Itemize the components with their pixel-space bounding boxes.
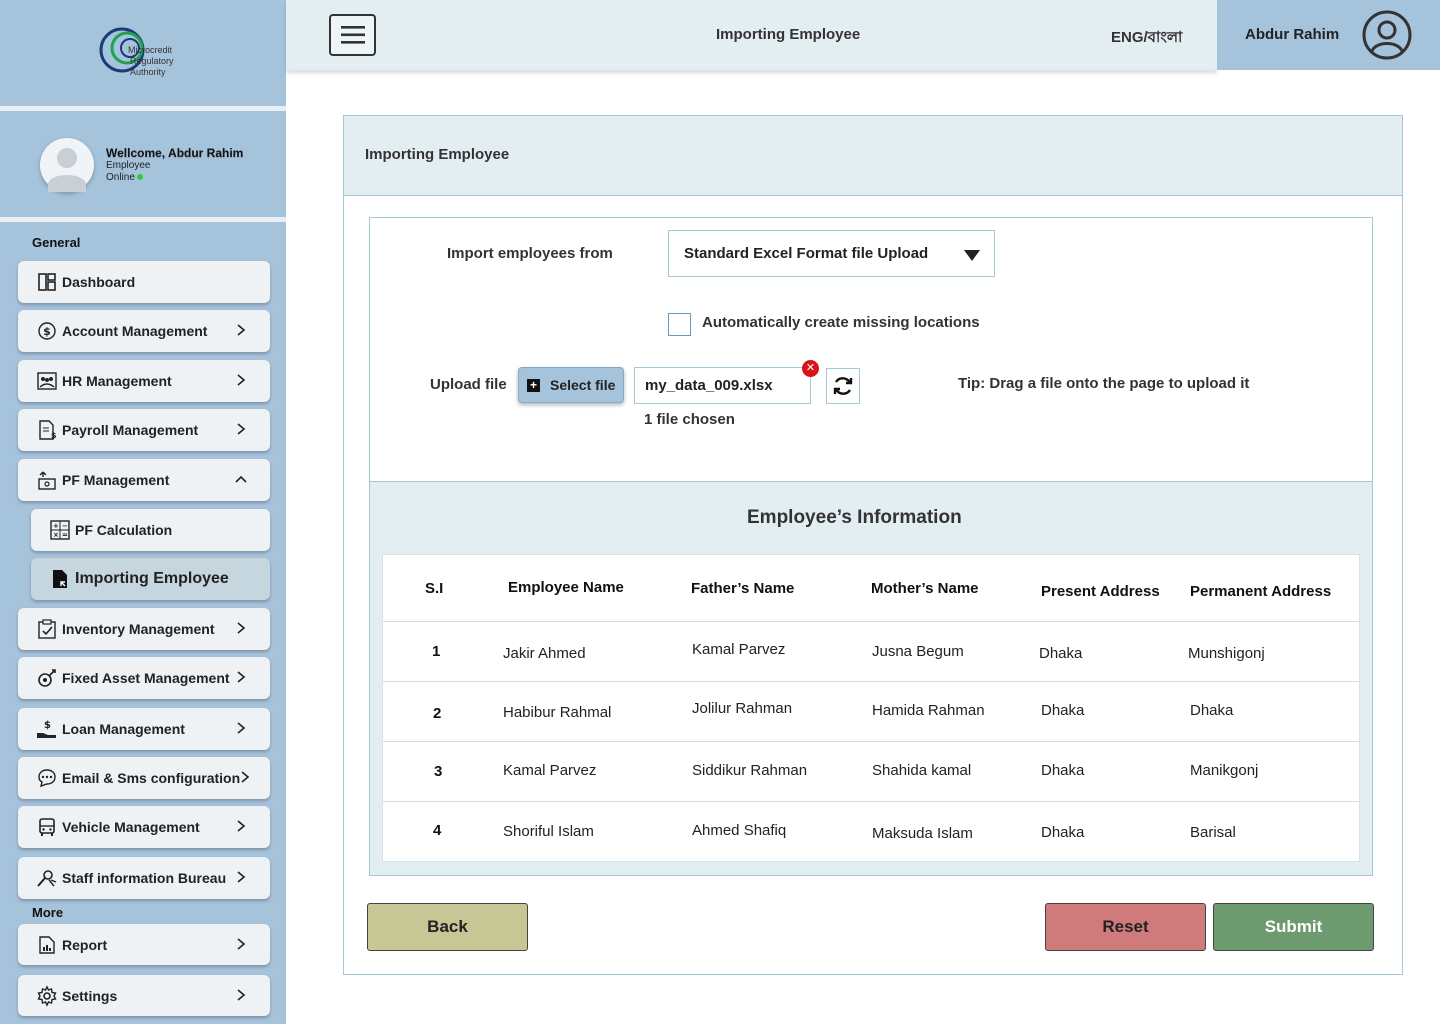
section-general: General xyxy=(32,235,81,250)
table-cell-father-name: Kamal Parvez xyxy=(692,641,786,658)
table-cell-permanent-address: Munshigonj xyxy=(1188,645,1265,662)
sidebar-item-staff-information-bureau[interactable] xyxy=(18,857,270,899)
payroll-document-icon xyxy=(36,419,58,441)
sidebar-item-email-sms-configuration[interactable] xyxy=(18,757,270,799)
close-icon[interactable]: ✕ xyxy=(802,360,819,377)
logo-line-2: Regulatory xyxy=(130,56,174,66)
svg-text:+: + xyxy=(53,522,59,530)
sidebar-item-dashboard[interactable] xyxy=(18,261,270,303)
table-cell-permanent-address: Manikgonj xyxy=(1190,762,1259,779)
table-cell-employee-name: Jakir Ahmed xyxy=(503,645,586,662)
table-cell-si: 4 xyxy=(433,822,442,839)
logo-text xyxy=(128,45,174,78)
table-cell-employee-name: Habibur Rahmal xyxy=(503,704,612,721)
svg-text:−: − xyxy=(62,522,68,530)
online-status xyxy=(106,172,143,183)
table-cell-mother-name: Shahida kamal xyxy=(872,762,972,779)
sidebar-item-pf-management[interactable] xyxy=(18,459,270,501)
calculator-icon xyxy=(49,519,71,541)
chevron-right-icon xyxy=(234,323,248,337)
pf-transfer-icon xyxy=(36,469,58,491)
chevron-right-icon xyxy=(234,988,248,1002)
loan-hand-icon xyxy=(36,718,58,740)
import-source-select[interactable] xyxy=(668,230,995,277)
bus-icon xyxy=(36,816,58,838)
sidebar-item-vehicle-management[interactable] xyxy=(18,806,270,848)
plus-icon: + xyxy=(527,379,540,392)
table-cell-si: 2 xyxy=(433,705,442,722)
table-cell-present-address: Dhaka xyxy=(1039,645,1083,662)
chevron-right-icon xyxy=(234,721,248,735)
sidebar-item-label: Loan Management xyxy=(62,721,185,737)
sidebar-divider xyxy=(0,217,286,222)
sidebar-item-inventory-management[interactable] xyxy=(18,608,270,650)
row-divider xyxy=(383,741,1359,742)
submit-button[interactable]: Submit xyxy=(1213,903,1374,951)
select-file-button[interactable] xyxy=(518,367,624,403)
sidebar-item-label: PF Calculation xyxy=(75,522,173,538)
table-cell-father-name: Jolilur Rahman xyxy=(692,700,793,717)
clipboard-check-icon xyxy=(36,618,58,640)
files-chosen-text: 1 file chosen xyxy=(644,411,735,428)
refresh-button[interactable] xyxy=(826,368,860,404)
sidebar-item-label: Email & Sms configuration xyxy=(62,770,241,786)
logo-area xyxy=(0,0,286,106)
table-cell-employee-name: Kamal Parvez xyxy=(503,762,597,779)
table-cell-mother-name: Jusna Begum xyxy=(872,643,964,660)
sidebar-item-hr-management[interactable] xyxy=(18,360,270,402)
employee-info-title: Employee’s Information xyxy=(747,507,962,528)
back-button[interactable]: Back xyxy=(367,903,528,951)
sidebar-item-label: Importing Employee xyxy=(75,570,229,587)
svg-text:$: $ xyxy=(43,325,51,338)
chevron-right-icon xyxy=(234,870,248,884)
table-cell-father-name: Siddikur Rahman xyxy=(692,762,808,779)
chevron-up-icon xyxy=(234,472,248,486)
sidebar-item-account-management[interactable] xyxy=(18,310,270,352)
staff-search-icon xyxy=(36,867,58,889)
sidebar-item-settings[interactable] xyxy=(18,975,270,1016)
table-cell-employee-name: Shoriful Islam xyxy=(503,823,594,840)
column-header-mother-name: Mother’s Name xyxy=(871,580,979,597)
gear-icon xyxy=(36,985,58,1007)
svg-text:×: × xyxy=(53,531,59,539)
chevron-right-icon xyxy=(238,770,252,784)
sidebar-item-label: Settings xyxy=(62,987,118,1004)
column-header-permanent-address: Permanent Address xyxy=(1190,583,1332,600)
table-cell-permanent-address: Dhaka xyxy=(1190,702,1234,719)
page-title: Importing Employee xyxy=(716,26,861,43)
table-cell-permanent-address: Barisal xyxy=(1190,824,1236,841)
asset-tag-icon xyxy=(36,667,58,689)
avatar xyxy=(40,138,94,192)
sidebar-item-label: Account Management xyxy=(62,323,208,339)
chevron-right-icon xyxy=(234,373,248,387)
sidebar-item-label: Inventory Management xyxy=(62,621,215,637)
table-cell-present-address: Dhaka xyxy=(1041,824,1085,841)
sidebar-item-report[interactable] xyxy=(18,924,270,965)
reset-button[interactable]: Reset xyxy=(1045,903,1206,951)
team-icon xyxy=(36,370,58,392)
column-header-employee-name: Employee Name xyxy=(508,579,624,596)
column-header-father-name: Father’s Name xyxy=(691,580,795,597)
row-divider xyxy=(383,801,1359,802)
panel-title: Importing Employee xyxy=(365,146,510,163)
hamburger-icon xyxy=(340,24,366,46)
import-from-label: Import employees from xyxy=(447,245,613,262)
sidebar-item-label: Staff information Bureau xyxy=(62,870,227,886)
logo-line-3: Authority xyxy=(130,67,166,77)
select-file-label: Select file xyxy=(550,377,616,393)
upload-file-label: Upload file xyxy=(430,376,507,393)
table-cell-present-address: Dhaka xyxy=(1041,762,1085,779)
svg-text:$: $ xyxy=(51,431,57,440)
chevron-right-icon xyxy=(234,670,248,684)
sidebar-item-label: HR Management xyxy=(62,373,172,389)
file-name-field xyxy=(634,367,811,404)
dashboard-icon xyxy=(36,271,58,293)
row-divider xyxy=(383,621,1359,622)
sidebar-item-label: PF Management xyxy=(62,472,170,488)
menu-button[interactable] xyxy=(329,14,376,56)
chat-bubble-icon xyxy=(36,767,58,789)
chevron-right-icon xyxy=(234,621,248,635)
import-file-icon xyxy=(49,568,71,590)
logo-line-1: Microcredit xyxy=(128,45,173,55)
sidebar-item-pf-calculation[interactable] xyxy=(31,509,270,551)
chevron-right-icon xyxy=(234,819,248,833)
sidebar-item-label: Vehicle Management xyxy=(62,819,200,835)
upload-tip: Tip: Drag a file onto the page to upload it xyxy=(958,375,1250,392)
user-name[interactable]: Abdur Rahim xyxy=(1245,26,1340,43)
sidebar-item-label: Dashboard xyxy=(62,274,136,290)
row-divider xyxy=(383,681,1359,682)
sidebar-item-label: Report xyxy=(62,936,108,953)
table-cell-si: 3 xyxy=(434,763,443,780)
sidebar-item-importing-employee[interactable] xyxy=(31,558,270,600)
dropdown-arrow-icon xyxy=(964,250,980,261)
import-source-value: Standard Excel Format file Upload xyxy=(684,245,929,262)
svg-text:$: $ xyxy=(44,720,51,731)
table-cell-mother-name: Hamida Rahman xyxy=(872,702,985,719)
table-cell-present-address: Dhaka xyxy=(1041,702,1085,719)
section-more: More xyxy=(32,905,64,920)
user-role: Employee xyxy=(106,160,151,171)
user-avatar-icon xyxy=(40,138,94,192)
column-header-si: S.I xyxy=(425,580,444,597)
file-name: my_data_009.xlsx xyxy=(645,377,773,394)
sidebar-item-loan-management[interactable] xyxy=(18,708,270,750)
chevron-right-icon xyxy=(234,937,248,951)
table-cell-si: 1 xyxy=(432,643,441,660)
chevron-right-icon xyxy=(234,422,248,436)
online-label: Online xyxy=(106,172,135,183)
table-cell-father-name: Ahmed Shafiq xyxy=(692,822,787,839)
welcome-text: Wellcome, Abdur Rahim xyxy=(106,146,244,160)
language-toggle[interactable]: ENG/বাংলা xyxy=(1111,29,1183,46)
user-circle-icon[interactable] xyxy=(1362,10,1412,60)
sidebar-item-label: Payroll Management xyxy=(62,422,199,438)
sidebar-item-label: Fixed Asset Management xyxy=(62,670,230,686)
table-cell-mother-name: Maksuda Islam xyxy=(872,825,973,842)
refresh-icon xyxy=(832,375,854,397)
svg-text:=: = xyxy=(62,531,68,539)
sidebar-item-payroll-management[interactable] xyxy=(18,409,270,451)
auto-create-locations-checkbox[interactable] xyxy=(668,313,691,336)
online-dot-icon xyxy=(137,174,143,180)
auto-create-locations-label: Automatically create missing locations xyxy=(702,314,980,331)
sidebar-item-fixed-asset-management[interactable] xyxy=(18,657,270,699)
dollar-circle-icon xyxy=(36,320,58,342)
report-icon xyxy=(36,934,58,956)
column-header-present-address: Present Address xyxy=(1041,583,1160,600)
